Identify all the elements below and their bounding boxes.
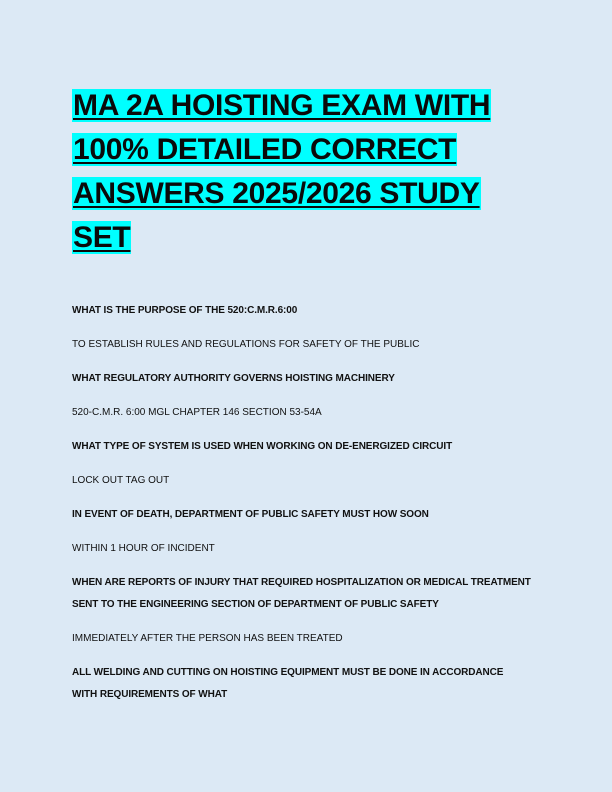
question-1: WHAT IS THE PURPOSE OF THE 520:C.M.R.6:00 [72, 305, 298, 316]
question-2: WHAT REGULATORY AUTHORITY GOVERNS HOISTING MACHINERY [72, 373, 395, 384]
answer-1: TO ESTABLISH RULES AND REGULATIONS FOR SAFETY OF THE PUBLIC [72, 339, 420, 350]
question-6-line-2: WITH REQUIREMENTS OF WHAT [72, 689, 228, 700]
answer-2: 520-C.M.R. 6:00 MGL CHAPTER 146 SECTION 53-54A [72, 407, 322, 418]
answer-4: WITHIN 1 HOUR OF INCIDENT [72, 543, 215, 554]
question-5-line-1: WHEN ARE REPORTS OF INJURY THAT REQUIRED HOSPITALIZATION OR MEDICAL TREATMENT [72, 577, 531, 588]
answer-5: IMMEDIATELY AFTER THE PERSON HAS BEEN TREATED [72, 633, 343, 644]
question-3: WHAT TYPE OF SYSTEM IS USED WHEN WORKING ON DE-ENERGIZED CIRCUIT [72, 441, 453, 452]
document-title [72, 84, 542, 260]
question-6-line-1: ALL WELDING AND CUTTING ON HOISTING EQUIPMENT MUST BE DONE IN ACCORDANCE [72, 667, 504, 678]
qa-list [72, 300, 552, 706]
title-text: MA 2A HOISTING EXAM WITH 100% DETAILED CORRECT ANSWERS 2025/2026 STUDY SET [73, 89, 491, 254]
title-block [72, 84, 542, 260]
answer-3: LOCK OUT TAG OUT [72, 475, 170, 486]
question-5-line-2: SENT TO THE ENGINEERING SECTION OF DEPARTMENT OF PUBLIC SAFETY [72, 599, 439, 610]
question-4: IN EVENT OF DEATH, DEPARTMENT OF PUBLIC SAFETY MUST HOW SOON [72, 509, 429, 520]
